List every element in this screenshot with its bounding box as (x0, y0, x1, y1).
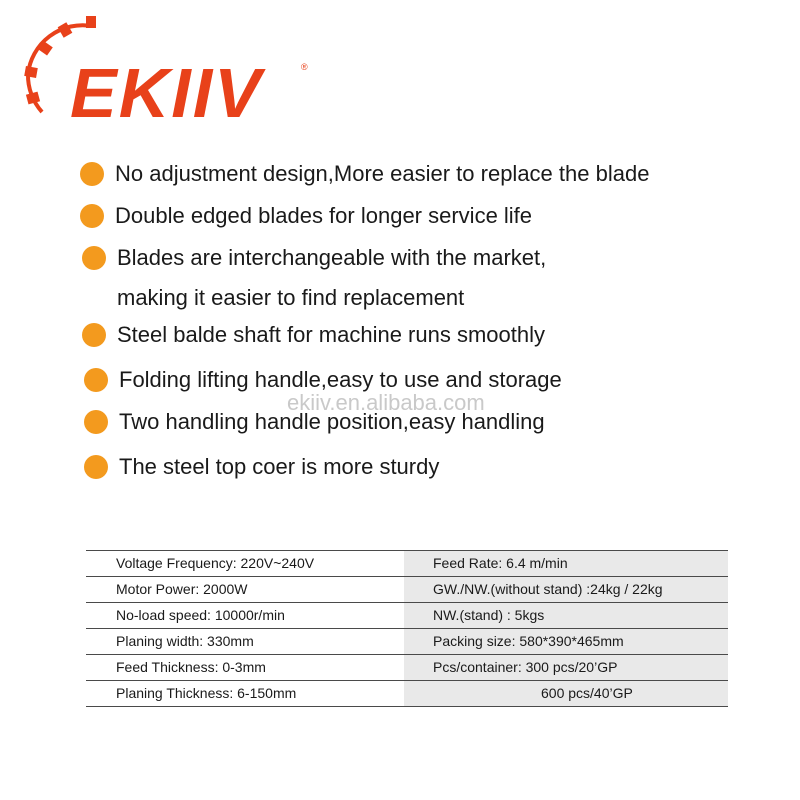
list-item (82, 238, 546, 318)
bullet-dot-icon (82, 323, 106, 347)
feature-text: Blades are interchangeable with the market, making it easier to find replacement (117, 245, 547, 310)
spec-table (86, 550, 728, 707)
spec-cell-left: Planing Thickness: 6-150mm (116, 685, 297, 701)
registered-mark: ® (301, 62, 308, 72)
feature-text: No adjustment design,More easier to replace the blade (115, 161, 650, 186)
table-row (86, 550, 728, 577)
watermark: ekiiv.en.alibaba.com (287, 390, 485, 415)
list-item (82, 315, 545, 355)
bullet-dot-icon (84, 368, 108, 392)
spec-cell-right: Pcs/container: 300 pcs/20’GP (404, 655, 728, 680)
brand-name: EKIIV (70, 54, 263, 132)
table-row (86, 629, 728, 655)
spec-cell-left: Voltage Frequency: 220V~240V (116, 555, 315, 571)
feature-text: Folding lifting handle,easy to use and storage (119, 367, 562, 392)
bullet-dot-icon (82, 246, 106, 270)
spec-cell-left: Feed Thickness: 0-3mm (116, 659, 266, 675)
table-row (86, 681, 728, 707)
spec-cell-right: 600 pcs/40’GP (404, 681, 728, 706)
spec-cell-left: No-load speed: 10000r/min (116, 607, 285, 623)
table-row (86, 655, 728, 681)
spec-cell-right: GW./NW.(without stand) :24kg / 22kg (404, 577, 728, 602)
bullet-dot-icon (80, 204, 104, 228)
feature-text: Double edged blades for longer service life (115, 203, 533, 228)
list-item (80, 154, 649, 194)
list-item (84, 447, 439, 487)
feature-text: The steel top coer is more sturdy (119, 454, 440, 479)
bullet-dot-icon (84, 455, 108, 479)
spec-cell-right: Feed Rate: 6.4 m/min (404, 551, 728, 576)
feature-text: Two handling handle position,easy handling (119, 409, 545, 434)
feature-text: Steel balde shaft for machine runs smoothly (117, 322, 546, 347)
spec-cell-right: Packing size: 580*390*465mm (404, 629, 728, 654)
table-row (86, 603, 728, 629)
bullet-dot-icon (80, 162, 104, 186)
spec-cell-left: Motor Power: 2000W (116, 581, 248, 597)
bullet-dot-icon (84, 410, 108, 434)
table-row (86, 577, 728, 603)
list-item (80, 196, 532, 236)
spec-cell-right: NW.(stand) : 5kgs (404, 603, 728, 628)
brand-logo (22, 14, 308, 132)
spec-cell-left: Planing width: 330mm (116, 633, 254, 649)
